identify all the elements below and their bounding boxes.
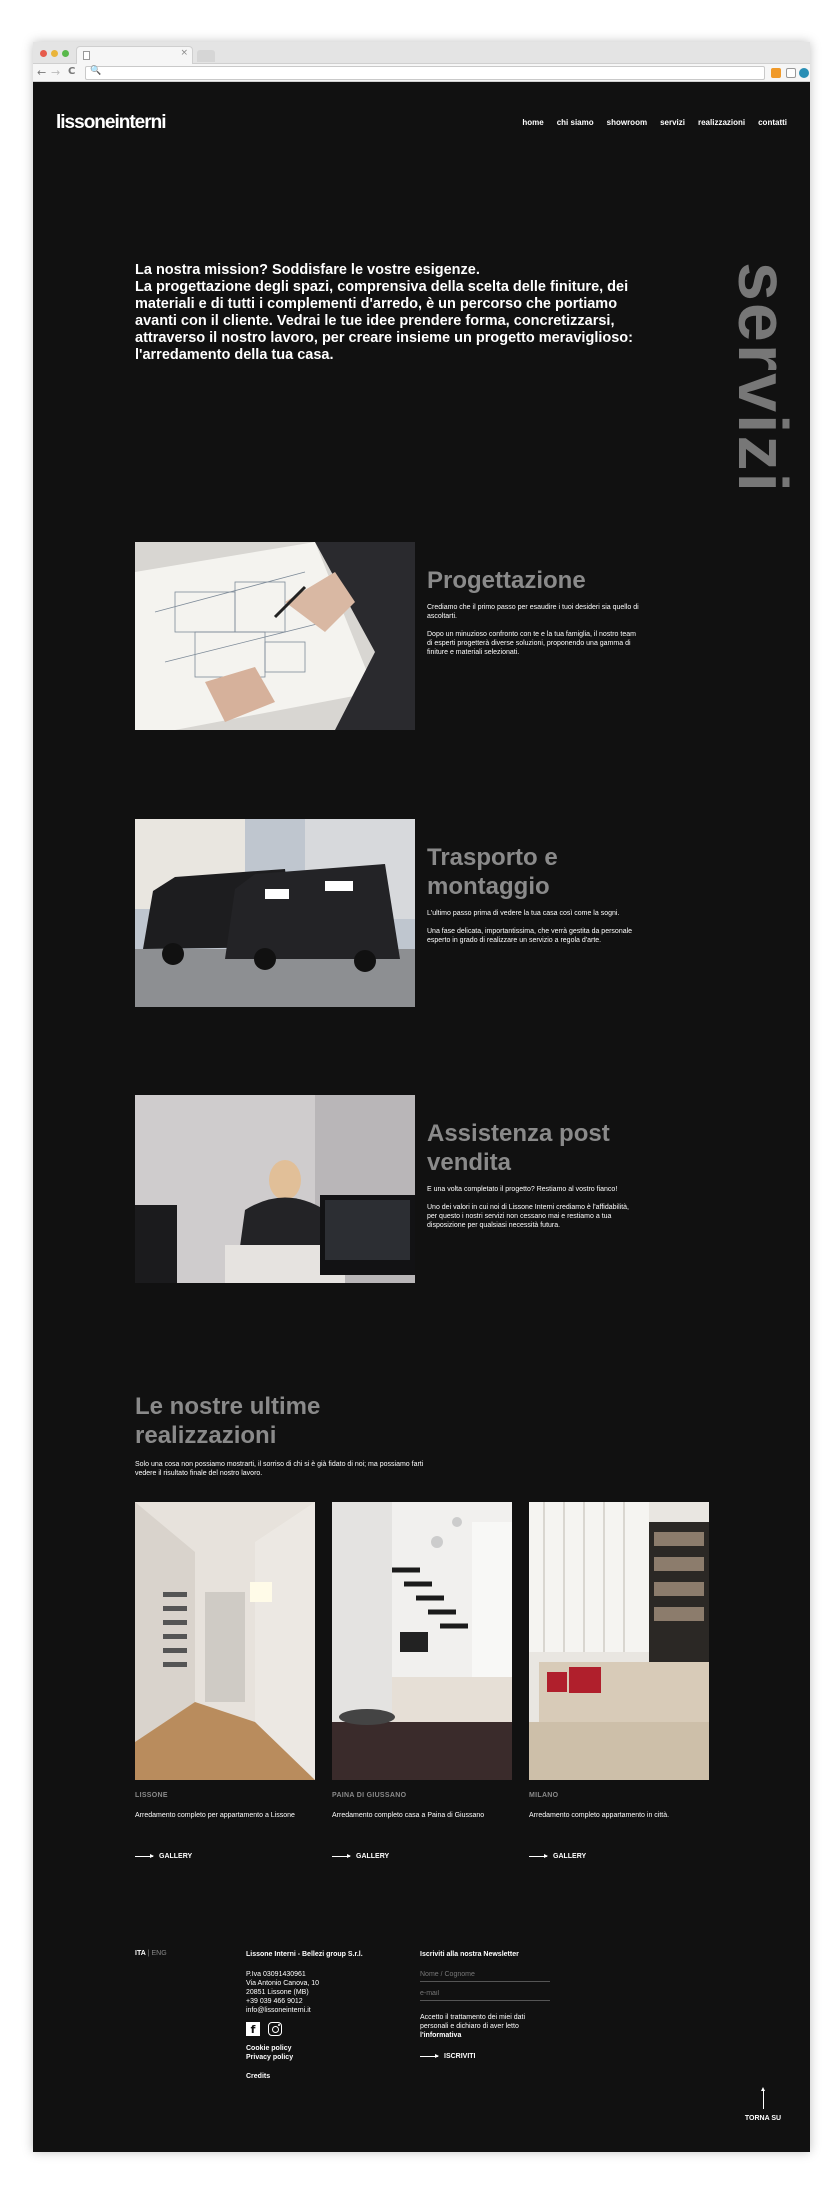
- gallery-label: GALLERY: [159, 1853, 193, 1860]
- arrow-right-icon: [529, 1856, 547, 1857]
- reload-icon[interactable]: C: [68, 66, 76, 77]
- service-photo-office: [135, 1095, 415, 1283]
- arrow-right-icon: [332, 1856, 350, 1857]
- browser-tabbar: [33, 42, 810, 64]
- back-arrow-icon[interactable]: ←: [37, 66, 47, 79]
- nav-servizi[interactable]: servizi: [660, 118, 685, 127]
- work-desc: Arredamento completo appartamento in città.: [529, 1812, 670, 1819]
- work-photo[interactable]: [332, 1502, 512, 1780]
- browser-tab[interactable]: [76, 46, 193, 64]
- service-photo-planning: [135, 542, 415, 730]
- work-place: PAINA DI GIUSSANO: [332, 1792, 407, 1799]
- service-info: [427, 566, 639, 666]
- subscribe-label: ISCRIVITI: [444, 2053, 476, 2060]
- work-place: MILANO: [529, 1792, 559, 1799]
- site-logo[interactable]: lissoneinterni: [56, 112, 166, 133]
- browser-window: [33, 42, 810, 2152]
- search-icon: 🔍: [90, 66, 102, 76]
- company-city: 20851 Lissone (MB): [246, 1989, 309, 1996]
- work-desc: Arredamento completo casa a Paina di Giussano: [332, 1812, 485, 1819]
- back-to-top-button[interactable]: [738, 2089, 788, 2122]
- service-text: Crediamo che il primo passo per esaudire i tuoi desideri sia quello di ascoltarti.: [427, 604, 639, 620]
- service-info: [427, 843, 639, 954]
- work-card-lissone: [135, 1502, 315, 1860]
- service-text: Uno dei valori in cui noi di Lissone Interni crediamo è l'affidabilità, per questo i nostri servizi non cessano mai e restiamo a tua disposizione per qualsiasi necessità futura.: [427, 1204, 629, 1229]
- gallery-link[interactable]: [135, 1853, 315, 1860]
- section-title: servizi: [724, 262, 802, 494]
- company-email[interactable]: info@lissoneinterni.it: [246, 2007, 311, 2014]
- gallery-label: GALLERY: [553, 1853, 587, 1860]
- service-text: E una volta completato il progetto? Restiamo al vostro fianco!: [427, 1186, 618, 1193]
- subscribe-button[interactable]: [420, 2052, 555, 2061]
- facebook-icon[interactable]: f: [246, 2022, 260, 2036]
- nav-realizzazioni[interactable]: realizzazioni: [697, 118, 746, 127]
- service-text: L'ultimo passo prima di vedere la tua casa così come la sogni.: [427, 910, 620, 917]
- service-title: Progettazione: [427, 567, 586, 594]
- nav-home[interactable]: home: [522, 118, 544, 127]
- service-text: Dopo un minuzioso confronto con te e la tua famiglia, il nostro team di esperti progetterà diverse soluzioni, proponendo una gamma di finiture e materiali selezionati.: [427, 631, 636, 656]
- arrow-right-icon: [135, 1856, 153, 1857]
- instagram-icon[interactable]: [268, 2022, 282, 2036]
- service-photo-vans: [135, 819, 415, 1007]
- maximize-window-icon[interactable]: [62, 50, 69, 57]
- work-card-milano: [529, 1502, 709, 1860]
- cookie-policy-link[interactable]: Cookie policy: [246, 2045, 292, 2052]
- gallery-link[interactable]: [529, 1853, 709, 1860]
- work-photo[interactable]: [135, 1502, 315, 1780]
- browser-toolbar: [33, 64, 810, 82]
- back-to-top-label: TORNA SU: [744, 2115, 782, 2122]
- main-nav: [522, 118, 787, 127]
- arrow-up-icon: [763, 2089, 764, 2109]
- credits-link[interactable]: Credits: [246, 2073, 271, 2080]
- nav-showroom[interactable]: showroom: [606, 118, 648, 127]
- privacy-notice-link[interactable]: l'informativa: [420, 2032, 462, 2039]
- service-title: Trasporto e montaggio: [427, 844, 558, 900]
- email-field[interactable]: [420, 1986, 550, 2001]
- consent-label: Accetto il trattamento dei miei dati personali e dichiaro di aver letto: [420, 2014, 526, 2030]
- service-title: Assistenza post vendita: [427, 1120, 610, 1176]
- mission-text: [135, 262, 655, 364]
- forward-arrow-icon[interactable]: →: [51, 66, 61, 79]
- document-icon: [83, 51, 90, 60]
- privacy-policy-link[interactable]: Privacy policy: [246, 2054, 294, 2061]
- work-card-paina: [332, 1502, 512, 1860]
- lang-separator: |: [145, 1950, 152, 1957]
- tab-close-icon[interactable]: ×: [180, 48, 188, 58]
- newsletter-form: [420, 1950, 555, 2061]
- bookmark-icon[interactable]: [786, 68, 796, 78]
- service-text: Una fase delicata, importantissima, che verrà gestita da personale esperto in grado di realizzare un servizio a regola d'arte.: [427, 928, 633, 944]
- name-field[interactable]: [420, 1967, 550, 1982]
- new-tab-button[interactable]: [197, 50, 215, 62]
- nav-contatti[interactable]: contatti: [758, 118, 787, 127]
- company-address: Via Antonio Canova, 10: [246, 1980, 320, 1987]
- minimize-window-icon[interactable]: [51, 50, 58, 57]
- company-vat: P.Iva 03091430961: [246, 1971, 306, 1978]
- works-title: Le nostre ultime realizzazioni: [135, 1393, 321, 1449]
- service-assistenza: [135, 1095, 735, 1283]
- work-place: LISSONE: [135, 1792, 168, 1799]
- mission-body: La progettazione degli spazi, comprensiva della scelta delle finiture, dei materiali e di tutti i complementi d'arredo, è un percorso che portiamo avanti con il cliente. Vedrai le tue idee prendere forma, concretizzarsi, attraverso il nostro lavoro, per creare insieme un progetto meraviglioso: l'arredamento della tua casa.: [135, 279, 633, 363]
- close-window-icon[interactable]: [40, 50, 47, 57]
- nav-chi-siamo[interactable]: chi siamo: [556, 118, 594, 127]
- consent-text[interactable]: [420, 2013, 555, 2040]
- address-bar[interactable]: [85, 66, 765, 80]
- work-desc: Arredamento completo per appartamento a Lissone: [135, 1812, 295, 1819]
- service-info: [427, 1119, 639, 1239]
- lang-ita[interactable]: ITA: [135, 1950, 146, 1957]
- works-lead: Solo una cosa non possiamo mostrarti, il sorriso di chi si è già fidato di noi; ma possiamo farti vedere il risultato finale del nostro lavoro.: [135, 1461, 424, 1477]
- gallery-label: GALLERY: [356, 1853, 390, 1860]
- company-phone[interactable]: +39 039 466 9012: [246, 1998, 303, 2005]
- work-photo[interactable]: [529, 1502, 709, 1780]
- mission-heading: La nostra mission? Soddisfare le vostre esigenze.: [135, 262, 480, 278]
- service-progettazione: [135, 542, 735, 730]
- company-name: Lissone Interni - Bellezi group S.r.l.: [246, 1951, 363, 1958]
- page: [33, 82, 810, 2152]
- profile-icon[interactable]: [799, 68, 809, 78]
- language-switch: [135, 1950, 167, 1957]
- section-title-vertical: [723, 262, 803, 592]
- service-trasporto: [135, 819, 735, 1007]
- newsletter-title: Iscriviti alla nostra Newsletter: [420, 1951, 519, 1958]
- company-info: [246, 1950, 406, 2081]
- social-links: [246, 2022, 406, 2036]
- extension-icon[interactable]: [771, 68, 781, 78]
- gallery-link[interactable]: [332, 1853, 512, 1860]
- lang-eng[interactable]: ENG: [151, 1950, 167, 1957]
- arrow-right-icon: [420, 2056, 438, 2057]
